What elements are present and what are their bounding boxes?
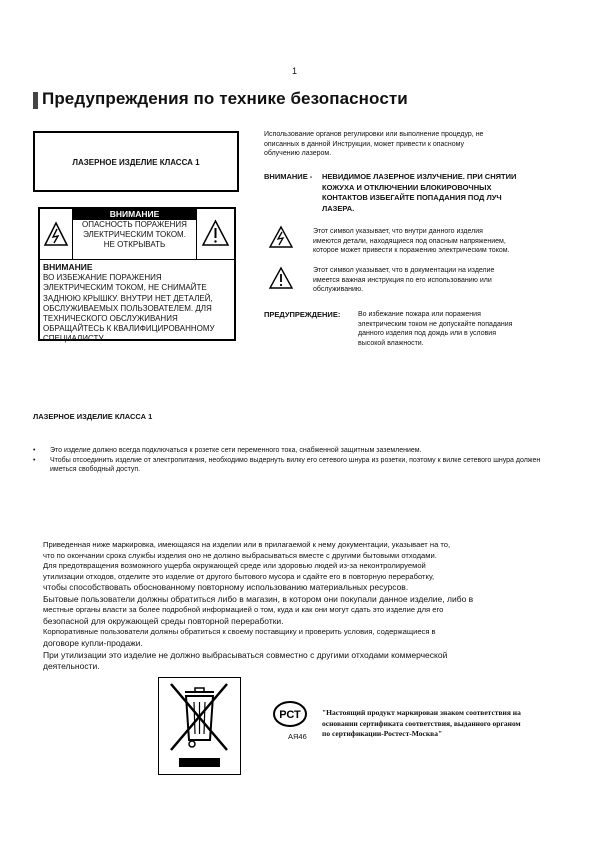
- fire-warning-line: электрическим током не допускайте попадания: [358, 320, 513, 328]
- caution-label-line: ОПАСНОСТЬ ПОРАЖЕНИЯ: [82, 220, 187, 229]
- disposal-line: Бытовые пользователи должны обратиться либо в магазин, в котором они покупали данное изделие, либо в: [43, 593, 474, 604]
- disposal-line: Приведенная ниже маркировка, имеющаяся на изделии или в прилагаемой к нему документации, указывает на то,: [43, 540, 451, 549]
- paragraph-line: Использование органов регулировки или выполнение процедур, не: [264, 131, 484, 138]
- voltage-symbol-description: [313, 227, 568, 256]
- symbol-line: имеется важная инструкция по его использованию или: [313, 276, 492, 284]
- title-accent-bar: [33, 92, 38, 109]
- laser-warning-text: [322, 172, 562, 214]
- caution-body-line: ОБСЛУЖИВАЕМЫХ ПОЛЬЗОВАТЕЛЕМ. ДЛЯ: [43, 303, 212, 313]
- page-number: 1: [292, 66, 298, 76]
- caution-body-head: ВНИМАНИЕ: [43, 262, 93, 272]
- disposal-line: местные органы власти за более подробной информацией о том, куда и как они могут сдать это изделие для его: [43, 605, 444, 615]
- disposal-line: что по окончании срока службы изделия оно не должно выбрасываться вместе с другими бытовыми отходами.: [43, 550, 437, 560]
- lightning-triangle-icon: [268, 225, 294, 254]
- caution-label-head: ВНИМАНИЕ: [73, 209, 196, 220]
- laser-class-heading: ЛАЗЕРНОЕ ИЗДЕЛИЕ КЛАССА 1: [33, 412, 153, 421]
- disposal-line: Для предотвращения возможного ущерба окружающей среде или здоровью людей из-за неконтролируемой: [43, 561, 426, 571]
- laser-class-label: ЛАЗЕРНОЕ ИЗДЕЛИЕ КЛАССА 1: [72, 158, 200, 167]
- weee-bin-symbol: [158, 677, 241, 775]
- fire-warning-text: [358, 310, 568, 348]
- certification-text: [322, 708, 562, 740]
- instruction-symbol-description: [313, 266, 563, 295]
- fire-warning-line: данного изделия под дождь или в условия: [358, 330, 497, 338]
- disposal-line: безопасной для окружающей среды повторной переработки.: [43, 615, 284, 626]
- caution-label-line: ЭЛЕКТРИЧЕСКИМ ТОКОМ.: [83, 230, 186, 239]
- disposal-line: Корпоративные пользователи должны обратиться к своему поставщику и проверить условия, содержащиеся в: [43, 627, 436, 637]
- caution-label-line: НЕ ОТКРЫВАТЬ: [103, 240, 166, 249]
- list-item: • Это изделие должно всегда подключаться к розетке сети переменного тока, снабженной защитным заземлением.: [33, 446, 563, 456]
- safety-bullet-list: [33, 446, 563, 475]
- caution-label-center: [73, 209, 196, 259]
- laser-warning-line: КОЖУХА И ОТКЛЮЧЕНИИ БЛОКИРОВОЧНЫХ: [322, 182, 492, 192]
- symbol-line: имеются детали, находящиеся под опасным напряжением,: [313, 237, 506, 245]
- disposal-line: деятельности.: [43, 661, 100, 672]
- cert-line: "Настоящий продукт маркирован знаком соответствия на: [322, 708, 521, 717]
- fire-warning-line: высокой влажности.: [358, 339, 424, 347]
- caution-label-body: [43, 262, 231, 345]
- laser-warning-label: ВНИМАНИЕ -: [264, 172, 313, 181]
- caution-body-line: ОБРАЩАЙТЕСЬ К КВАЛИФИЦИРОВАННОМУ: [43, 324, 215, 334]
- caution-body-line: ТЕХНИЧЕСКОГО ОБСЛУЖИВАНИЯ: [43, 314, 178, 324]
- list-item: • Чтобы отсоединить изделие от электропитания, необходимо выдернуть вилку его сетевого шнура из розетки, поэтому к вилке сетевого шнура должен иметься свободный доступ.: [33, 456, 563, 475]
- laser-warning-line: ЛАЗЕРА.: [322, 203, 355, 213]
- caution-body-line: СПЕЦИАЛИСТУ.: [43, 334, 105, 344]
- symbol-line: Этот символ указывает, что в документации на изделие: [313, 267, 495, 274]
- laser-warning-line: НЕВИДИМОЕ ЛАЗЕРНОЕ ИЗЛУЧЕНИЕ. ПРИ СНЯТИИ: [322, 172, 517, 181]
- cert-line: основании сертификата соответствия, выданного органом: [322, 718, 521, 728]
- disposal-notice: [43, 540, 563, 673]
- disposal-line: чтобы способствовать обоснованному повторному использованию материальных ресурсов.: [43, 582, 409, 593]
- laser-warning-line: КОНТАКТОВ ИЗБЕГАЙТЕ ПОПАДАНИЯ ПОД ЛУЧ: [322, 193, 502, 202]
- exclamation-triangle-icon: [196, 209, 234, 259]
- symbol-line: обслуживанию.: [313, 286, 364, 294]
- disposal-line: утилизации отходов, отделите это изделие от другого бытового мусора и сдайте его в повторную переработку,: [43, 571, 435, 581]
- symbol-line: Этот символ указывает, что внутри данного изделия: [313, 228, 483, 235]
- disposal-line: При утилизации это изделие не должно выбрасываться совместно с другими отходами коммерческой: [43, 649, 448, 660]
- lightning-triangle-icon: [40, 209, 73, 259]
- page-title: Предупреждения по технике безопасности: [42, 89, 408, 108]
- caution-body-line: ЭЛЕКТРИЧЕСКИМ ТОКОМ, НЕ СНИМАЙТЕ: [43, 283, 207, 293]
- caution-body-line: ВО ИЗБЕЖАНИЕ ПОРАЖЕНИЯ: [43, 273, 162, 283]
- crossed-bin-icon: [159, 678, 240, 774]
- cert-line: по сертификации-Ростест-Москва": [322, 729, 443, 738]
- certificate-code: АЯ46: [288, 732, 307, 741]
- fire-warning-label: ПРЕДУПРЕЖДЕНИЕ:: [264, 310, 341, 319]
- caution-label-header: [40, 209, 234, 260]
- exclamation-triangle-icon: [268, 266, 294, 295]
- pct-mark-text: РСТ: [279, 709, 301, 721]
- caution-body-line: ЗАДНЮЮ КРЫШКУ. ВНУТРИ НЕТ ДЕТАЛЕЙ,: [43, 293, 213, 303]
- caution-label: [38, 207, 236, 344]
- certification-note: [314, 700, 566, 740]
- paragraph-line: описанных в данной Инструкции, может привести к опасному: [264, 140, 465, 148]
- disposal-line: договоре купли-продажи.: [43, 638, 143, 649]
- pct-certification-mark: [270, 700, 314, 735]
- controls-warning-paragraph: [264, 130, 564, 159]
- symbol-line: которое может привести к поражению электрическим током.: [313, 247, 510, 255]
- paragraph-line: облучению лазером.: [264, 150, 332, 158]
- fire-warning-line: Во избежание пожара или поражения: [358, 311, 481, 318]
- laser-class-box: [33, 131, 239, 192]
